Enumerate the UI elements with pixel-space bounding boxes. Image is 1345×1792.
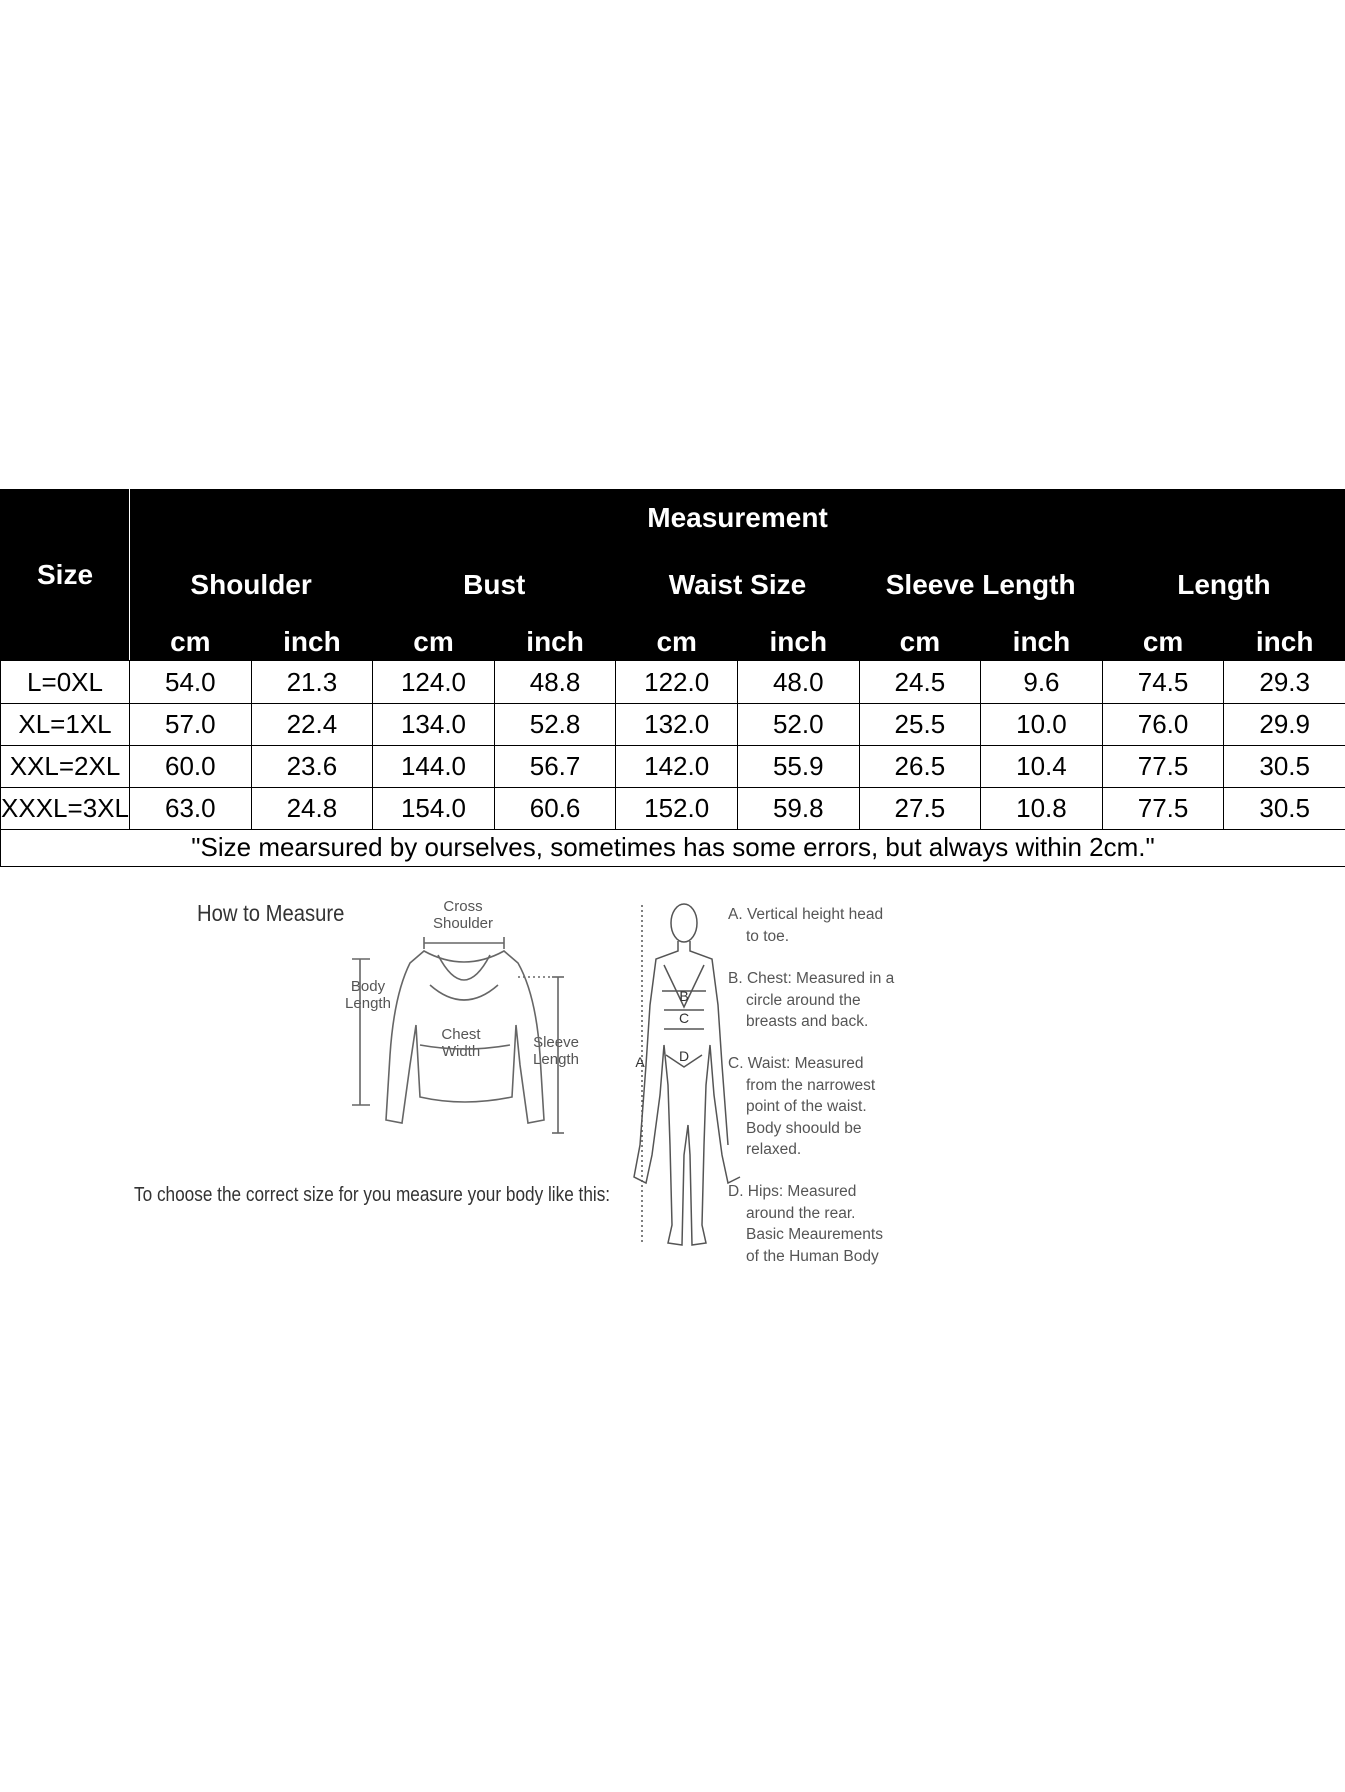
group-header: Shoulder [130, 547, 373, 624]
measurement-header: Measurement [130, 490, 1345, 547]
value-cell: 144.0 [373, 745, 495, 787]
unit-header: inch [251, 624, 373, 661]
value-cell: 154.0 [373, 787, 495, 829]
size-header: Size [1, 490, 130, 661]
value-cell: 10.8 [981, 787, 1103, 829]
value-cell: 25.5 [859, 703, 981, 745]
choose-size-text: To choose the correct size for you measure your body like this: [134, 1184, 611, 1206]
value-cell: 26.5 [859, 745, 981, 787]
unit-header: inch [1224, 624, 1345, 661]
value-cell: 30.5 [1224, 745, 1345, 787]
value-cell: 60.6 [494, 787, 616, 829]
value-cell: 29.9 [1224, 703, 1345, 745]
note-b: B. Chest: Measured in a circle around the breasts and back. [728, 970, 895, 1030]
table-row [1, 661, 1345, 703]
body-figure-diagram [620, 895, 730, 1255]
table-row [1, 787, 1345, 829]
measurement-note: "Size mearsured by ourselves, sometimes has some errors, but always within 2cm." [1, 829, 1345, 866]
value-cell: 52.0 [737, 703, 859, 745]
sleeve-length-label: Sleeve Length [533, 1034, 579, 1068]
note-c: C. Waist: Measured from the narrowest point of the waist. Body shoould be relaxed. [728, 1055, 876, 1158]
value-cell: 55.9 [737, 745, 859, 787]
body-length-label: Body Length [345, 978, 391, 1012]
value-cell: 77.5 [1102, 745, 1224, 787]
value-cell: 63.0 [130, 787, 252, 829]
note-d: D. Hips: Measured around the rear. Basic Meaurements of the Human Body [728, 1183, 883, 1265]
unit-header: inch [737, 624, 859, 661]
unit-header: cm [373, 624, 495, 661]
group-header: Bust [373, 547, 616, 624]
marker-d: D [678, 1048, 690, 1064]
value-cell: 24.8 [251, 787, 373, 829]
size-cell: XXXL=3XL [1, 787, 130, 829]
table-row [1, 745, 1345, 787]
value-cell: 48.8 [494, 661, 616, 703]
value-cell: 60.0 [130, 745, 252, 787]
value-cell: 122.0 [616, 661, 738, 703]
how-to-measure-title: How to Measure [197, 900, 345, 926]
unit-header: inch [981, 624, 1103, 661]
marker-a: A [635, 1054, 645, 1070]
size-cell: XL=1XL [1, 703, 130, 745]
value-cell: 24.5 [859, 661, 981, 703]
cross-shoulder-label: Cross Shoulder [432, 898, 494, 932]
value-cell: 10.4 [981, 745, 1103, 787]
marker-c: C [678, 1010, 690, 1026]
unit-header: cm [616, 624, 738, 661]
value-cell: 52.8 [494, 703, 616, 745]
value-cell: 74.5 [1102, 661, 1224, 703]
note-a: A. Vertical height head to toe. [728, 906, 884, 945]
value-cell: 48.0 [737, 661, 859, 703]
value-cell: 9.6 [981, 661, 1103, 703]
value-cell: 76.0 [1102, 703, 1224, 745]
value-cell: 21.3 [251, 661, 373, 703]
value-cell: 124.0 [373, 661, 495, 703]
value-cell: 59.8 [737, 787, 859, 829]
shirt-diagram [340, 925, 580, 1145]
group-header: Sleeve Length [859, 547, 1102, 624]
value-cell: 57.0 [130, 703, 252, 745]
chest-width-label: Chest Width [441, 1026, 481, 1060]
unit-header: cm [130, 624, 252, 661]
value-cell: 10.0 [981, 703, 1103, 745]
size-cell: L=0XL [1, 661, 130, 703]
unit-header: cm [1102, 624, 1224, 661]
value-cell: 27.5 [859, 787, 981, 829]
marker-b: B [679, 988, 689, 1004]
value-cell: 30.5 [1224, 787, 1345, 829]
group-header: Length [1102, 547, 1345, 624]
size-chart-table [0, 489, 1345, 867]
value-cell: 134.0 [373, 703, 495, 745]
value-cell: 22.4 [251, 703, 373, 745]
value-cell: 77.5 [1102, 787, 1224, 829]
value-cell: 29.3 [1224, 661, 1345, 703]
value-cell: 23.6 [251, 745, 373, 787]
size-cell: XXL=2XL [1, 745, 130, 787]
value-cell: 142.0 [616, 745, 738, 787]
unit-header: cm [859, 624, 981, 661]
value-cell: 56.7 [494, 745, 616, 787]
value-cell: 54.0 [130, 661, 252, 703]
value-cell: 152.0 [616, 787, 738, 829]
table-row [1, 703, 1345, 745]
group-header: Waist Size [616, 547, 859, 624]
value-cell: 132.0 [616, 703, 738, 745]
unit-header: inch [494, 624, 616, 661]
